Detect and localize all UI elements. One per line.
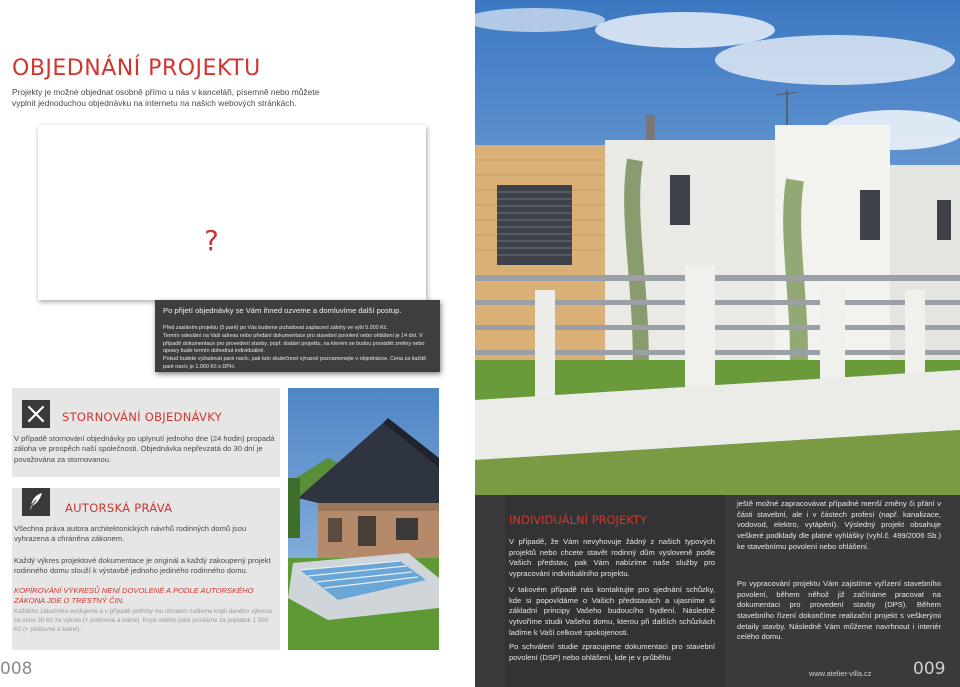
close-icon bbox=[22, 400, 50, 428]
individual-projects-text-2: V takovém případě nás kontaktujte pro sjednání schůzky, kde si popovídáme o Vašich představách a ujasníme si základní principy Vašeho budoucího bydlení. Následně vytvoříme studii Vašeho domu, kterou při dalších schůzkách ladíme k Vaší celkové spokojenosti. bbox=[509, 585, 715, 637]
order-info-extra-copies: Pokud budete vyžadovat paré navíc, pak tuto skutečnost výrazně poznamenejte v objednávce. Cena za každé paré navíc je 1.000 Kč s DPH. bbox=[163, 356, 427, 371]
copyright-text-2: Každý výkres projektové dokumentace je originál a každý zakoupený projekt rodinného domu slouží k výstavbě jednoho jediného rodinného domu. bbox=[14, 556, 271, 576]
page-number-left: 008 bbox=[0, 659, 33, 679]
modern-house-photo bbox=[475, 0, 960, 495]
copyright-title: AUTORSKÁ PRÁVA bbox=[65, 501, 173, 515]
individual-projects-text-1: V případě, že Vám nevyhovuje žádný z našich typových projektů nebo chcete stavět rodinný dům vysloveně podle Vašich představ, pak Vám nabízíme naše služby pro vypracování individuálního projektu. bbox=[509, 537, 715, 578]
left-page bbox=[0, 0, 475, 687]
individual-projects-title: INDIVIDUÁLNÍ PROJEKTY bbox=[509, 513, 648, 527]
order-info-deposit: Před zasláním projektu (5 paré) po Vás budeme požadovat zaplacení zálohy ve výši 5.000 Kč. bbox=[163, 325, 389, 331]
individual-projects-text-5: Po vypracování projektu Vám zajistíme vyřízení stavebního povolení, během něhož již začínáme pracovat na dokumentaci pro provedení stavby (DPS). Během stavebního řízení dokončíme realizační projekt s veškerými detaily stavby. Následně Vám můžeme navrhnout i interiér celého domu. bbox=[737, 579, 941, 642]
order-info-term: Termín odeslání na Vaši adresu nebo předání dokumentace pro stavební povolení nebo ohlášení je 14 dní. V případě dokumentace pro provedení stavby, popř. dodání projektu, na kterém se budou provádět změny nebo úpravy bude termín dohodnut individuálně. bbox=[163, 332, 425, 355]
cancellation-title: STORNOVÁNÍ OBJEDNÁVKY bbox=[62, 410, 222, 424]
page-title: OBJEDNÁNÍ PROJEKTU bbox=[12, 56, 261, 81]
copyright-warning: KOPÍROVÁNÍ VÝKRESŮ NENÍ DOVOLENÉ A PODLE AUTORSKÉHO ZÁKONA JDE O TRESTNÝ ČIN. bbox=[14, 586, 254, 606]
quill-pen-icon bbox=[22, 488, 50, 516]
order-info-lead: Po přijetí objednávky se Vám ihned ozveme a domluvíme další postup. bbox=[163, 306, 402, 315]
website-link[interactable]: www.atelier-villa.cz bbox=[809, 669, 872, 678]
page-number-right: 009 bbox=[913, 659, 946, 679]
individual-projects-text-4: ještě možné zapracovávat případné menší změny či přání v části stavební, ale i v částech profesí (např. kanalizace, vodovod, elektro, vytápění). Výsledný projekt obsahuje veškeré podklady dle platné vyhlášky (vyhl.č. 499/2006 Sb.) ke stavebnímu povolení nebo ohlášení. bbox=[737, 499, 941, 551]
house-photo bbox=[288, 388, 439, 650]
intro-text: Projekty je možné objednat osobně přímo u nás v kanceláři, písemně nebo můžete vyplnit jednoduchou objednávku na internetu na našich webových stránkách. bbox=[12, 87, 320, 108]
question-mark: ? bbox=[204, 224, 219, 257]
order-form-image-card bbox=[38, 125, 426, 300]
right-page bbox=[475, 0, 960, 687]
copyright-text-1: Všechna práva autora architektonických návrhů rodinných domů jsou vyhrazena a chráněna zákonem. bbox=[14, 524, 247, 544]
order-info-card bbox=[155, 300, 440, 372]
individual-projects-text-3: Po schválení studie zpracujeme dokumentaci pro stavební povolení (DSP) nebo ohlášení, kde je v průběhu bbox=[509, 642, 715, 662]
cancellation-text: V případě stornování objednávky po uplynutí jednoho dne (24 hodin) propadá záloha ve prospěch naší společnosti. Objednávka nepřevzatá do 30 dní je považována za stornovanou. bbox=[14, 434, 275, 464]
copyright-copy-fees: Každého zákazníka evidujeme a v případě potřeby mu obratem zašleme kopii daného výkresu za cenu 30 Kč za výkres (+ poštovné a balné). Kopii celého paré posíláme za poplatek 1 000 Kč (+ poštovné a balné). bbox=[14, 608, 273, 633]
